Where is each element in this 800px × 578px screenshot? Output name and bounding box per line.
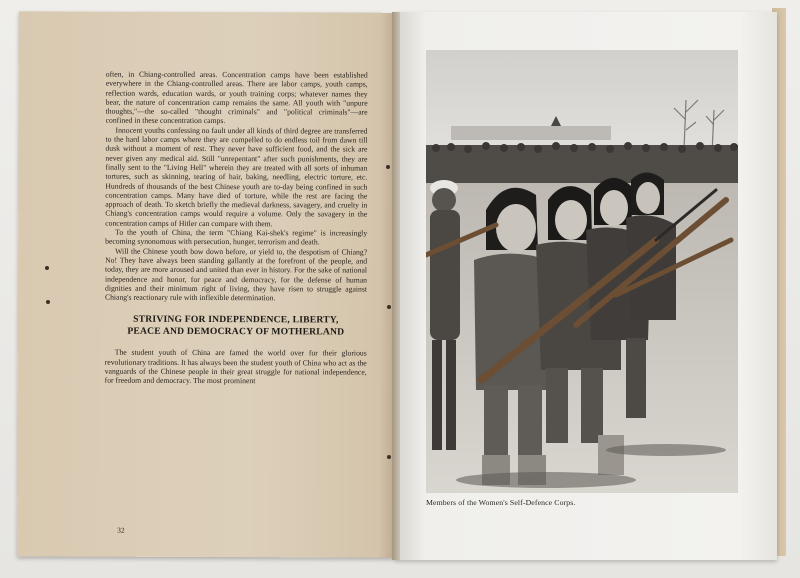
- paragraph-2: Innocent youths confessing no fault under all kinds of third degree are transferred to the hard labor camps where they are compelled to do endless toil from dawn till dusk without a moment of rest. They never have sufficient food, and the sick are never given any medical aid. Still "unrepentant" after such punishments, they are finally sent to the "Living Hell" wherein they are treated with all sorts of inhuman tortures, such as skinning, tearing of hair, baking, needling, electric torture, etc. Hundreds of thousands of the best Chinese youth are to-day being confined in such concentration camps. Many have died of torture, while the rest are facing the approach of death. To sketch briefly the medieval darkness, savagery, and cruelty in Chiang's concentration camps would require a volume. Only the savagery in the concentration camps of Hitler can compare with them.: [105, 125, 368, 228]
- paragraph-4: Will the Chinese youth bow down before, or yield to, the despotism of Chiang? No! They have always been standing gallantly at the forefront of the people, and today, they are more aroused and united than ever in history. For the sake of national independence and honor, for peace and democracy, for the defense of human dignities and their minimum right of living, they have risen to struggle against Chiang's reactionary rule with inflexible determination.: [104, 246, 368, 303]
- binding-hole-spine-2: [387, 305, 391, 309]
- section-heading: [105, 314, 367, 339]
- left-page-text: [105, 70, 368, 387]
- book-spine: [392, 12, 400, 560]
- binding-hole-left-2: [46, 300, 50, 304]
- paragraph-3: To the youth of China, the term "Chiang Kai-shek's regime" is increasingly becoming synonomous with persecution, hunger, terrorism and death.: [105, 227, 368, 247]
- section-heading-line-2: PEACE AND DEMOCRACY OF MOTHERLAND: [127, 326, 345, 338]
- binding-hole-spine-3: [387, 455, 391, 459]
- photo-caption: Members of the Women's Self-Defence Corps.: [426, 498, 576, 507]
- binding-hole-spine-1: [386, 165, 390, 169]
- distant-building: [451, 126, 611, 140]
- crowd: [426, 145, 738, 183]
- page-number: 32: [117, 525, 125, 535]
- photograph-scene: [426, 50, 738, 493]
- section-heading-line-1: STRIVING FOR INDEPENDENCE, LIBERTY,: [133, 314, 339, 326]
- section-paragraph: The student youth of China are famed the world over for their glorious revolutionary traditions. It has always been the student youth of China who act as the vanguards of the Chinese people in their great struggle for national independence, for freedom and democracy. The most prominent: [104, 348, 367, 386]
- left-page: [17, 11, 399, 557]
- paragraph-1: often, in Chiang-controlled areas. Concentration camps have been established everywhere in the Chiang-controlled areas. There are labor camps, youth camps, reflection wards, education wards, or youth training corps; whatever names they bear, the nature of concentration camp remains the same. All youth with "unpure thoughts,"—the so-called "thought criminals" and "political criminals"—are confined in these concentration camps.: [105, 69, 368, 126]
- photograph: [426, 50, 738, 493]
- binding-hole-left-1: [45, 266, 49, 270]
